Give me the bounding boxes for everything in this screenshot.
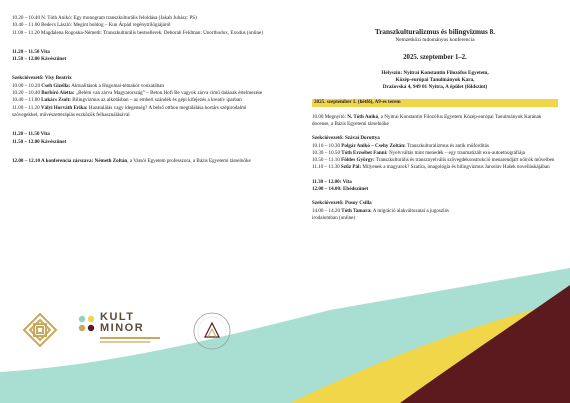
conference-date: 2025. szeptember 1–2.: [403, 54, 467, 61]
discussion-line: 11.20 – 11.50 Vita: [12, 48, 50, 55]
venue-line: Közép-európai Tanulmányok Kara,: [395, 76, 475, 83]
kult-minor-logo: [78, 312, 164, 350]
venue-line: Dražovská 4, 949 01 Nyitra, A épület (földszint): [382, 83, 488, 90]
conference-subtitle: Nemzetközi tudományos konferencia: [395, 37, 475, 43]
program-item: 10.40 – 11.00 Bedecs László: Megint boldog – Kun Árpád regénytrilógiájáról: [12, 22, 171, 29]
section-chair: Szekcióvezető: Pusoy Csilla: [312, 200, 372, 207]
section-chair: Szekcióvezető: Szávai Dorottya: [312, 135, 380, 142]
logo-row: [22, 310, 222, 352]
venue-line: Helyszín: Nyitrai Konstantin Filozófus Egyetem,: [381, 70, 489, 76]
kult-text: KULT: [100, 311, 135, 323]
kult-minor-mark-icon: [78, 315, 96, 333]
discussion-line: 11.30 – 12.00: Vita: [312, 178, 352, 185]
program-item: 10.30 – 10.50 Tóth Erzsébet Fanni: Nyelvváltás mint menedék – egy traumatizált exo-autoetnográfiája: [312, 149, 526, 156]
program-item: 10.50 – 11.10 Földes György: Transzkulturális és transznyelvális szövegdekonstrukció menarendjárt nőírók műveiben: [312, 157, 555, 164]
closing-item: 12.00 – 12.10 A konferencia zárszava: Németh Zoltán, a Varsói Egyetem professzora, a Bázis Egyetemi társelnöke: [12, 157, 251, 164]
section-chair: Szekcióvezető: Visy Beatrix: [12, 75, 72, 82]
program-item: 10.20 – 10.40 N. Tóth Anikó: Egy monogram transzkulturális feloldása (Jakab Juhász: PS): [12, 15, 197, 21]
university-seal-icon: [192, 311, 232, 351]
program-item: 10.10 – 10.30 Polgár Anikó – Csehy Zoltán: Transzkulturalizmus és antik műfordítás: [312, 142, 489, 149]
conference-title: Transzkulturalizmus és bilingvizmus 8.: [374, 28, 496, 36]
program-item: 11.00 – 11.20 Vályi Horváth Erika: Hazatalálás vagy idegenség? A belső otthon megtalálása kortárs szépirodalmi szövegekkel, művészetterápiás eszközök felhasználásával: [12, 104, 247, 118]
program-item: 11.10 – 11.30 Szűz Pál: Milyenek a magyarok? Szatíra, imagológia és bilingvizmus Jaroslav Hašek novelláskájában: [312, 164, 550, 171]
break-line: 11.50 – 12.00 Kávészünet: [12, 138, 67, 145]
opening-item: 10.00 Megnyitó: N. Tóth Anikó, a Nyitrai Konstantin Filozófus Egyetem Közép-európai Tanulmányok Karának docense, a Bázis Egyetemi társelnöke: [312, 113, 542, 127]
program-item: 10.20 – 10.40 Borbíró Aletta: „Belém van zárva Magyarország” – Beton.Hofi Be vagyok zárva című dalának értelmezése: [12, 90, 263, 97]
geometric-logo-icon: [22, 312, 58, 348]
left-column: [12, 15, 274, 165]
title-block: [312, 27, 558, 90]
break-line: 11.50 – 12.00 Kávészünet: [12, 56, 67, 63]
right-column: [312, 27, 558, 222]
discussion-line: 11.20 – 11.50 Vita: [12, 131, 50, 138]
program-item: 11.00 – 11.20 Magdalena Rogoska-Németh: Transzkulturális bestsellerek. Deborah Feldman: Unorthodox, Exodus (online): [12, 29, 264, 36]
day-banner: 2025. szeptember 1. (hétfő), A9-es terem: [312, 99, 558, 106]
program-item: 10.40 – 11.00 Lukács Zsolt: Bilingvizmus az alkotásban – az emberi szándék és gépi kifejezés a kreatív iparban: [12, 97, 242, 104]
break-line: 12.00 – 14.00: Ebédszünet: [312, 186, 369, 193]
program-item: 10.00 – 10.20 Cseh Gizella: Aktualitások a Hugomai-témakör vonzatában: [12, 82, 164, 89]
logo-underline: [100, 337, 160, 339]
program-item: 14.00 – 14.20 Tóth Tamara: A migráció alakváltozatai a jugoszláv irodalomban (online): [312, 207, 450, 221]
minor-text: MINOR: [100, 322, 145, 334]
logo-underline: [100, 341, 150, 343]
